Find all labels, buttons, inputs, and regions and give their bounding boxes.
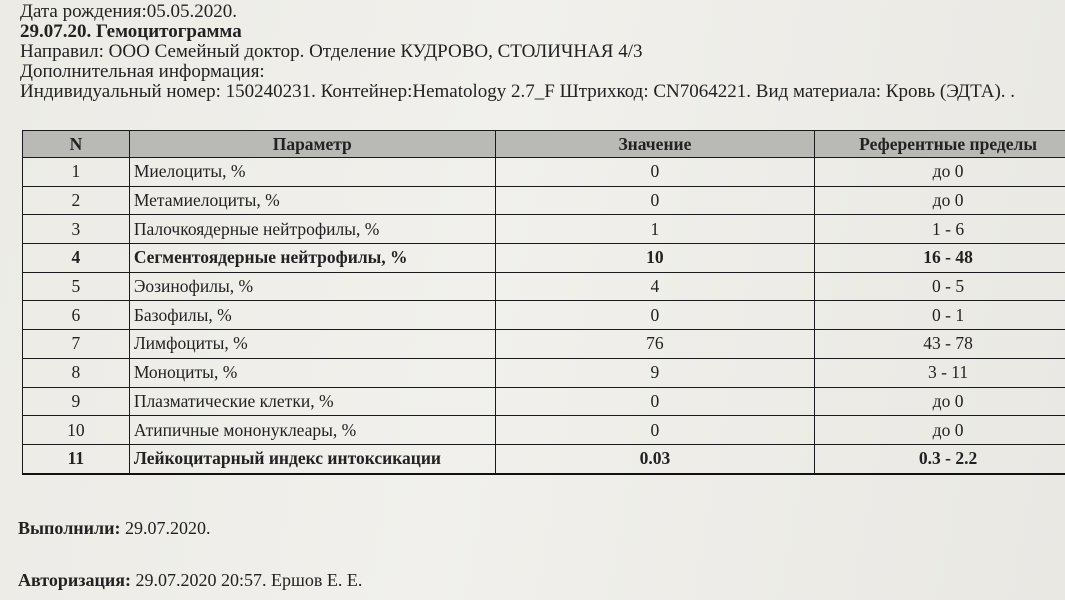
reference-range: 0 - 5 xyxy=(815,272,1065,301)
reference-range: 3 - 11 xyxy=(815,358,1065,387)
table-row xyxy=(23,244,1065,273)
reference-range: 0.3 - 2.2 xyxy=(815,444,1065,473)
column-header-n: N xyxy=(23,131,130,158)
reference-range: 16 - 48 xyxy=(815,244,1065,273)
parameter-name: Базофилы, % xyxy=(129,301,495,330)
table-row xyxy=(23,301,1065,330)
parameter-name: Метамиелоциты, % xyxy=(129,186,495,215)
table-row xyxy=(23,186,1065,215)
reference-range: 43 - 78 xyxy=(815,330,1065,359)
parameter-name: Лейкоцитарный индекс интоксикации xyxy=(129,444,495,473)
parameter-value: 0.03 xyxy=(495,444,814,473)
authorization-line xyxy=(18,570,362,591)
parameter-value: 0 xyxy=(495,387,814,416)
parameter-value: 4 xyxy=(495,272,814,301)
parameter-name: Плазматические клетки, % xyxy=(129,387,495,416)
additional-info-label: Дополнительная информация: xyxy=(20,61,265,82)
row-number: 1 xyxy=(23,158,130,187)
reference-range: до 0 xyxy=(815,416,1065,445)
reference-range: 1 - 6 xyxy=(815,215,1065,244)
authorization-label: Авторизация: xyxy=(18,570,131,590)
hemocytogram-table xyxy=(22,130,1065,475)
parameter-name: Эозинофилы, % xyxy=(129,272,495,301)
parameter-name: Лимфоциты, % xyxy=(129,330,495,359)
performed-line xyxy=(18,518,211,539)
reference-range: 0 - 1 xyxy=(815,301,1065,330)
row-number: 8 xyxy=(23,358,130,387)
parameter-name: Атипичные мононуклеары, % xyxy=(129,416,495,445)
parameter-name: Сегментоядерные нейтрофилы, % xyxy=(129,244,495,273)
table-row xyxy=(23,444,1065,473)
parameter-value: 0 xyxy=(495,186,814,215)
table-row xyxy=(23,387,1065,416)
row-number: 5 xyxy=(23,272,130,301)
row-number: 11 xyxy=(23,444,130,473)
column-header-reference: Референтные пределы xyxy=(815,131,1065,158)
row-number: 4 xyxy=(23,244,130,273)
date-of-birth: Дата рождения:05.05.2020. xyxy=(20,1,237,22)
row-number: 7 xyxy=(23,330,130,359)
reference-range: до 0 xyxy=(815,186,1065,215)
performed-date: 29.07.2020. xyxy=(120,518,211,538)
parameter-value: 0 xyxy=(495,301,814,330)
parameter-value: 0 xyxy=(495,158,814,187)
authorization-value: 29.07.2020 20:57. Ершов Е. Е. xyxy=(130,570,363,590)
column-header-value: Значение xyxy=(495,131,814,158)
parameter-value: 9 xyxy=(495,358,814,387)
table-row xyxy=(23,330,1065,359)
sample-ids-line: Индивидуальный номер: 150240231. Контейнер:Hematology 2.7_F Штрихкод: CN7064221. Вид материала: Кровь (ЭДТА). . xyxy=(20,81,1016,102)
table-row xyxy=(23,358,1065,387)
parameter-name: Палочкоядерные нейтрофилы, % xyxy=(129,215,495,244)
document-header xyxy=(20,2,1060,102)
table-row xyxy=(23,215,1065,244)
row-number: 3 xyxy=(23,215,130,244)
table-row xyxy=(23,272,1065,301)
row-number: 9 xyxy=(23,387,130,416)
report-title: 29.07.20. Гемоцитограмма xyxy=(20,21,242,42)
parameter-name: Миелоциты, % xyxy=(129,158,495,187)
row-number: 10 xyxy=(23,416,130,445)
parameter-name: Моноциты, % xyxy=(129,358,495,387)
reference-range: до 0 xyxy=(815,158,1065,187)
column-header-parameter: Параметр xyxy=(129,131,495,158)
performed-label: Выполнили: xyxy=(18,518,121,538)
row-number: 2 xyxy=(23,186,130,215)
referrer-line: Направил: ООО Семейный доктор. Отделение КУДРОВО, СТОЛИЧНАЯ 4/3 xyxy=(20,41,643,62)
table-header-row xyxy=(23,131,1065,158)
table-row xyxy=(23,158,1065,187)
row-number: 6 xyxy=(23,301,130,330)
reference-range: до 0 xyxy=(815,387,1065,416)
parameter-value: 10 xyxy=(495,244,814,273)
parameter-value: 0 xyxy=(495,416,814,445)
table-row xyxy=(23,416,1065,445)
parameter-value: 1 xyxy=(495,215,814,244)
parameter-value: 76 xyxy=(495,330,814,359)
